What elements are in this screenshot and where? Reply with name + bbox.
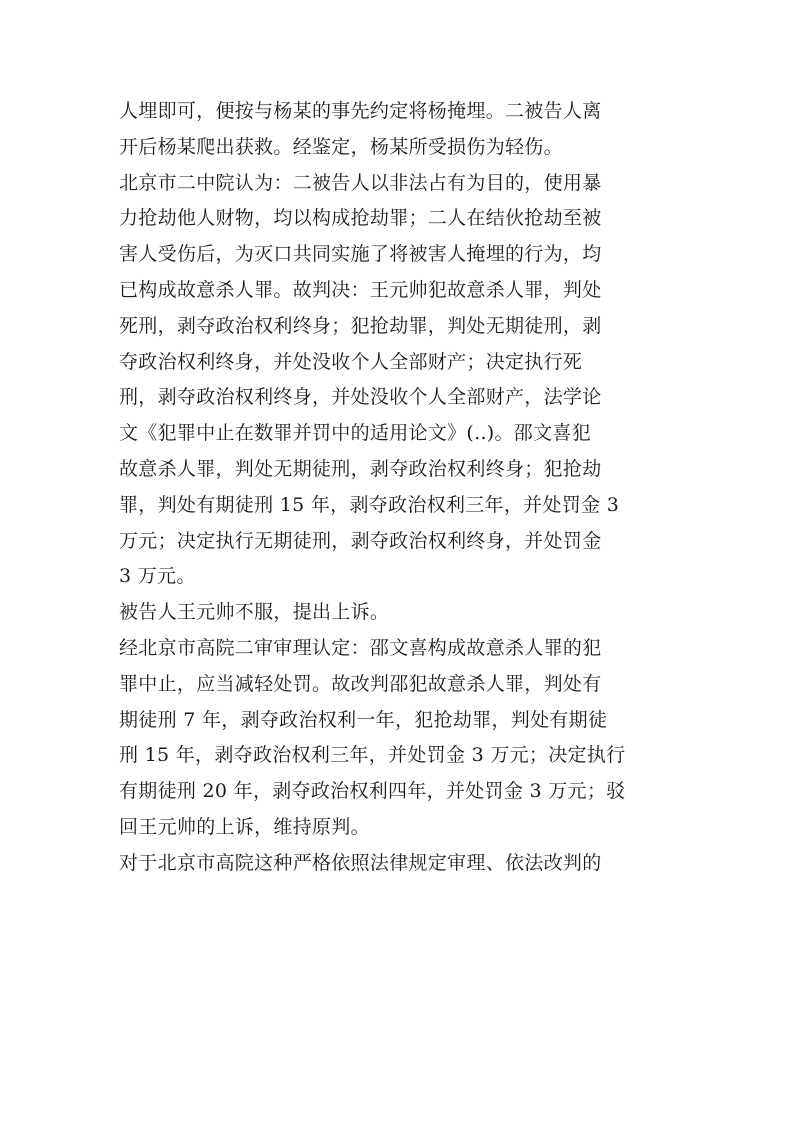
body-text bbox=[119, 94, 679, 882]
text-line: 对于北京市高院这种严格依照法律规定审理、依法改判的 bbox=[119, 851, 602, 874]
text-line: 3 万元。 bbox=[119, 565, 196, 588]
text-line: 故意杀人罪，判处无期徒刑，剥夺政治权利终身；犯抢劫 bbox=[119, 457, 602, 480]
text-line: 害人受伤后，为灭口共同实施了将被害人掩埋的行为，均 bbox=[119, 243, 602, 266]
text-line: 力抢劫他人财物，均以构成抢劫罪；二人在结伙抢劫至被 bbox=[119, 207, 602, 230]
text-line: 刑，剥夺政治权利终身，并处没收个人全部财产，法学论 bbox=[119, 386, 602, 409]
text-line: 期徒刑 7 年，剥夺政治权利一年，犯抢劫罪，判处有期徒 bbox=[119, 708, 608, 731]
text-line: 经北京市高院二审审理认定：邵文喜构成故意杀人罪的犯 bbox=[119, 636, 602, 659]
text-line: 罪中止，应当减轻处罚。故改判邵犯故意杀人罪，判处有 bbox=[119, 672, 602, 695]
text-line: 刑 15 年，剥夺政治权利三年，并处罚金 3 万元；决定执行 bbox=[119, 744, 626, 767]
text-line: 文《犯罪中止在数罪并罚中的适用论文》(..)。邵文喜犯 bbox=[119, 422, 592, 445]
text-line: 开后杨某爬出获救。经鉴定，杨某所受损伤为轻伤。 bbox=[119, 135, 563, 158]
text-line: 回王元帅的上诉，维持原判。 bbox=[119, 815, 370, 838]
text-line: 已构成故意杀人罪。故判决：王元帅犯故意杀人罪，判处 bbox=[119, 278, 602, 301]
text-line: 死刑，剥夺政治权利终身；犯抢劫罪，判处无期徒刑，剥 bbox=[119, 314, 602, 337]
text-line: 北京市二中院认为：二被告人以非法占有为目的，使用暴 bbox=[119, 171, 602, 194]
text-line: 人埋即可，便按与杨某的事先约定将杨掩埋。二被告人离 bbox=[119, 100, 602, 122]
text-line: 万元；决定执行无期徒刑，剥夺政治权利终身，并处罚金 bbox=[119, 529, 602, 552]
text-line: 夺政治权利终身，并处没收个人全部财产；决定执行死 bbox=[119, 350, 583, 373]
text-line: 被告人王元帅不服，提出上诉。 bbox=[119, 601, 390, 624]
text-line: 罪，判处有期徒刑 15 年，剥夺政治权利三年，并处罚金 3 bbox=[119, 493, 620, 516]
text-line: 有期徒刑 20 年，剥夺政治权利四年，并处罚金 3 万元；驳 bbox=[119, 780, 626, 803]
